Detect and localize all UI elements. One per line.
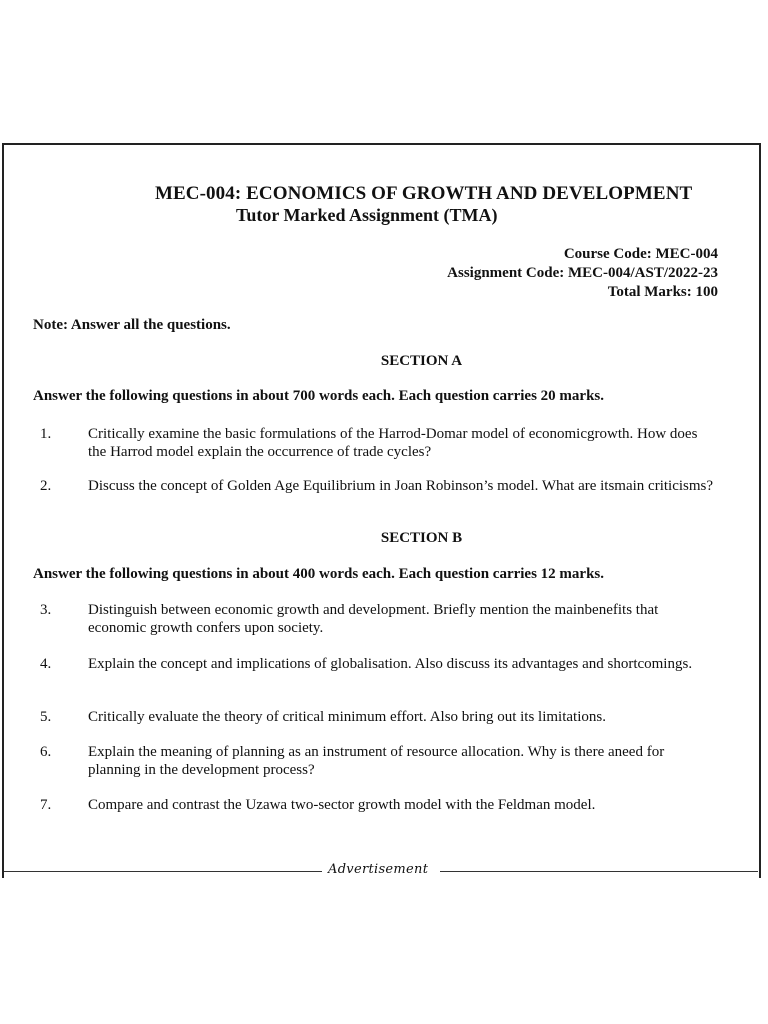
- advertisement-label: Advertisement: [328, 862, 429, 877]
- question-text: Distinguish between economic growth and development. Briefly mention the mainbenefits that economic growth confers upon society.: [88, 602, 659, 636]
- question-text: Discuss the concept of Golden Age Equilibrium in Joan Robinson’s model. What are itsmain criticisms?: [88, 478, 714, 494]
- advertisement-divider-right: [440, 871, 758, 872]
- assignment-meta: [447, 245, 718, 302]
- question-number: 4.: [40, 656, 52, 672]
- advertisement-divider-left: [4, 871, 322, 872]
- document-title: MEC-004: ECONOMICS OF GROWTH AND DEVELOPMENT: [155, 183, 693, 204]
- course-code: Course Code: MEC-004: [563, 246, 718, 262]
- question-text: Critically evaluate the theory of critical minimum effort. Also bring out its limitations.: [88, 709, 606, 725]
- section-b-instruction: Answer the following questions in about 400 words each. Each question carries 12 marks.: [33, 566, 605, 582]
- question-text: Explain the meaning of planning as an instrument of resource allocation. Why is there aneed for planning in the development process?: [88, 744, 665, 778]
- total-marks: Total Marks: 100: [607, 284, 718, 300]
- question-number: 1.: [40, 426, 52, 442]
- section-a-heading: SECTION A: [380, 353, 463, 369]
- section-b-heading: SECTION B: [380, 530, 463, 546]
- question-text: Compare and contrast the Uzawa two-sector growth model with the Feldman model.: [88, 797, 596, 813]
- question-text: Explain the concept and implications of globalisation. Also discuss its advantages and shortcomings.: [88, 656, 693, 672]
- section-a-instruction: Answer the following questions in about 700 words each. Each question carries 20 marks.: [33, 388, 605, 404]
- assignment-code: Assignment Code: MEC-004/AST/2022-23: [447, 265, 718, 281]
- question-number: 3.: [40, 602, 52, 618]
- question-text: Critically examine the basic formulations of the Harrod-Domar model of economicgrowth. How does the Harrod model explain the occurrence of trade cycles?: [88, 426, 698, 460]
- note: Note: Answer all the questions.: [33, 317, 231, 333]
- question-number: 2.: [40, 478, 52, 494]
- question-number: 5.: [40, 709, 52, 725]
- question-number: 6.: [40, 744, 52, 760]
- document-subtitle: Tutor Marked Assignment (TMA): [236, 205, 498, 225]
- question-number: 7.: [40, 797, 52, 813]
